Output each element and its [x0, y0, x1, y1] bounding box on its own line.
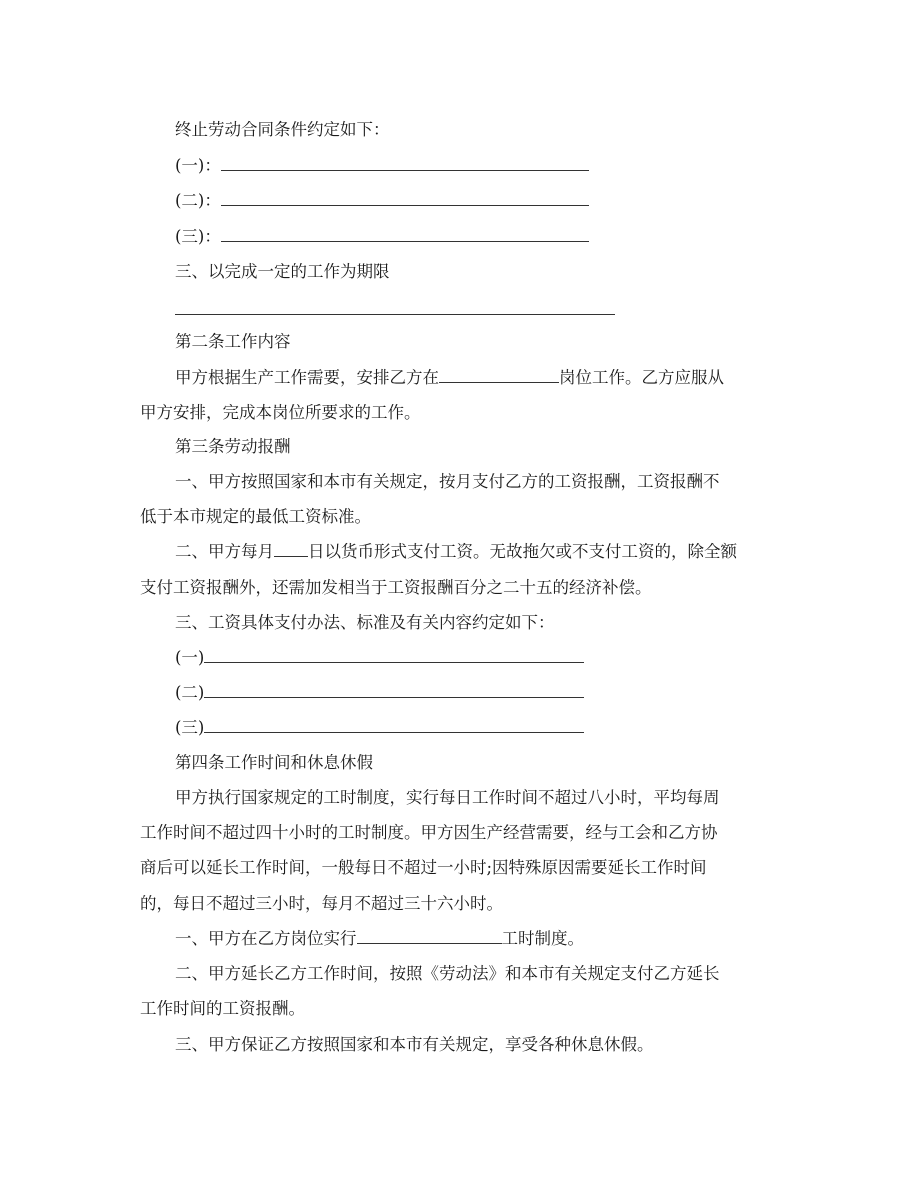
terminate-item-2-blank[interactable]: [221, 191, 589, 206]
work-hours-blank[interactable]: [357, 929, 502, 944]
article3-item-2-label: (二): [175, 683, 205, 702]
terminate-item-1-blank[interactable]: [221, 156, 589, 171]
article4-p3-line2: 工作时间的工资报酬。: [140, 999, 305, 1018]
article3-item-1: [175, 648, 584, 668]
article4-p2-a: 一、甲方在乙方岗位实行: [175, 929, 357, 948]
article2-para-line1: [175, 368, 724, 388]
terminate-item-1: [175, 156, 589, 176]
article3-p2-line1: [175, 542, 737, 562]
article3-item-3-blank[interactable]: [204, 718, 584, 733]
article3-title: 第三条劳动报酬: [175, 437, 291, 456]
article3-item-3: [175, 718, 584, 738]
terminate-heading: 终止劳动合同条件约定如下：: [175, 120, 390, 139]
article4-p4: 三、甲方保证乙方按照国家和本市有关规定，享受各种休息休假。: [175, 1035, 654, 1054]
terminate-item-2: [175, 191, 589, 211]
article4-p1-line1: 甲方执行国家规定的工时制度，实行每日工作时间不超过八小时，平均每周: [175, 788, 720, 807]
article3-item-1-blank[interactable]: [204, 648, 584, 663]
terminate-item-2-label: (二)：: [175, 191, 221, 210]
term3-blank-line[interactable]: [175, 314, 615, 315]
terminate-item-3: [175, 227, 589, 247]
article3-p2-b: 日以货币形式支付工资。无故拖欠或不支付工资的，除全额: [308, 542, 737, 561]
article3-item-2-blank[interactable]: [204, 683, 584, 698]
article3-p1-line2: 低于本市规定的最低工资标准。: [140, 507, 371, 526]
article4-p2: [175, 929, 584, 949]
article3-item-1-label: (一): [175, 648, 205, 667]
terminate-item-3-label: (三)：: [175, 227, 221, 246]
article2-para-a: 甲方根据生产工作需要，安排乙方在: [175, 368, 439, 387]
article4-title: 第四条工作时间和休息休假: [175, 753, 373, 772]
article4-p2-b: 工时制度。: [501, 929, 584, 948]
article3-p1-line1: 一、甲方按照国家和本市有关规定，按月支付乙方的工资报酬，工资报酬不: [175, 472, 720, 491]
article3-item-3-label: (三): [175, 718, 205, 737]
article3-p2-a: 二、甲方每月: [175, 542, 274, 561]
post-blank[interactable]: [439, 368, 559, 383]
payday-blank[interactable]: [274, 542, 308, 557]
article4-p1-line4: 的，每日不超过三小时，每月不超过三十六小时。: [140, 894, 503, 913]
article2-para-line2: 甲方安排，完成本岗位所要求的工作。: [140, 403, 421, 422]
article3-p2-line2: 支付工资报酬外，还需加发相当于工资报酬百分之二十五的经济补偿。: [140, 578, 652, 597]
article4-p3-line1: 二、甲方延长乙方工作时间，按照《劳动法》和本市有关规定支付乙方延长: [175, 964, 720, 983]
term3-heading: 三、以完成一定的工作为期限: [175, 262, 390, 281]
terminate-item-1-label: (一)：: [175, 156, 221, 175]
article4-p1-line2: 工作时间不超过四十小时的工时制度。甲方因生产经营需要，经与工会和乙方协: [140, 823, 718, 842]
article4-p1-line3: 商后可以延长工作时间，一般每日不超过一小时;因特殊原因需要延长工作时间: [140, 858, 707, 877]
article3-p3: 三、工资具体支付办法、标准及有关内容约定如下：: [175, 613, 555, 632]
article2-para-b: 岗位工作。乙方应服从: [559, 368, 724, 387]
article3-item-2: [175, 683, 584, 703]
terminate-item-3-blank[interactable]: [221, 227, 589, 242]
article2-title: 第二条工作内容: [175, 332, 291, 351]
